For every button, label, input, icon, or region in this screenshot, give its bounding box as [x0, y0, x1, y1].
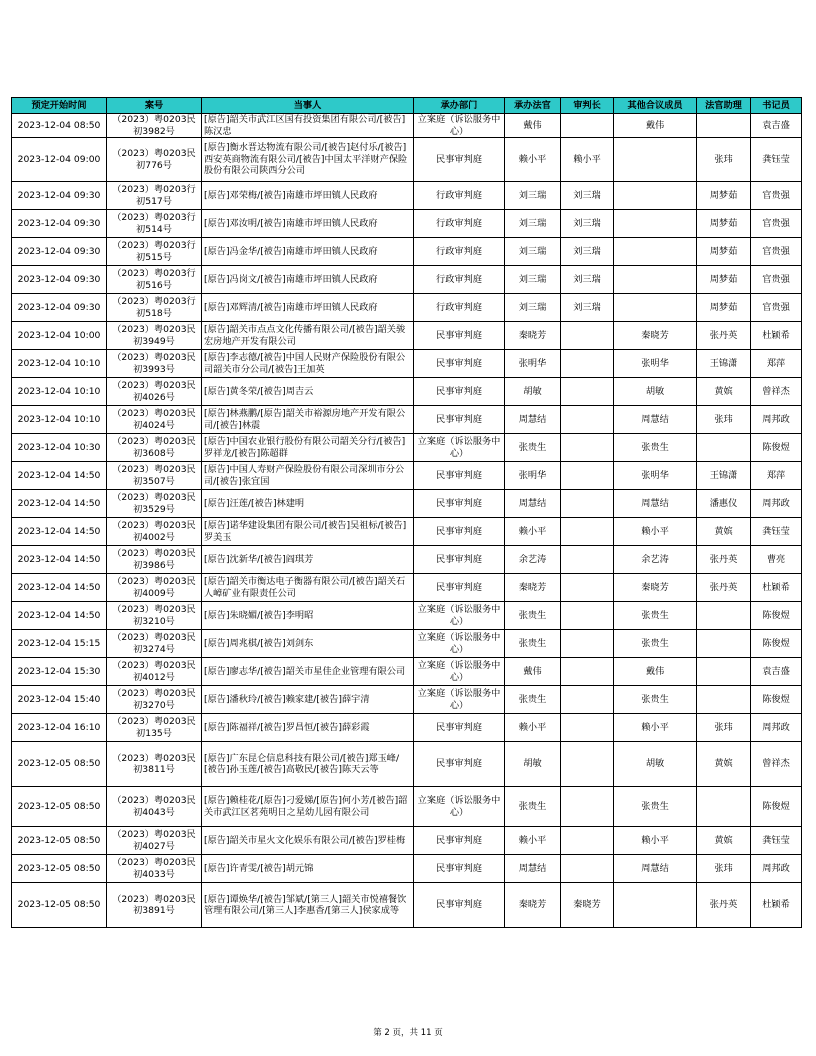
clerk-cell: 周邦政 [751, 406, 802, 434]
dept-cell: 行政审判庭 [414, 210, 505, 238]
case-cell: （2023）粤0203民初3507号 [107, 462, 202, 490]
clerk-cell: 龚钰莹 [751, 518, 802, 546]
case-cell: （2023）粤0203民初3949号 [107, 322, 202, 350]
clerk-cell: 陈俊煜 [751, 787, 802, 827]
assistant-cell: 张丹英 [697, 322, 751, 350]
judge-cell: 张贵生 [505, 434, 561, 462]
table-row [12, 518, 802, 546]
clerk-cell: 官贵强 [751, 266, 802, 294]
members-cell: 秦晓芳 [614, 574, 697, 602]
parties-cell: [原告]韶关市星火文化娱乐有限公司/[被告]罗桂梅 [202, 827, 414, 855]
table-row [12, 378, 802, 406]
table-row [12, 238, 802, 266]
assistant-cell: 黄嫔 [697, 827, 751, 855]
time-cell: 2023-12-04 14:50 [12, 462, 107, 490]
dept-cell: 民事审判庭 [414, 322, 505, 350]
members-cell: 胡敏 [614, 742, 697, 787]
judge-cell: 周慧结 [505, 855, 561, 883]
case-cell: （2023）粤0203行初517号 [107, 182, 202, 210]
clerk-cell: 官贵强 [751, 238, 802, 266]
time-cell: 2023-12-04 09:30 [12, 294, 107, 322]
table-row [12, 406, 802, 434]
assistant-cell: 黄嫔 [697, 378, 751, 406]
case-cell: （2023）粤0203民初4002号 [107, 518, 202, 546]
parties-cell: [原告]谭焕华/[被告]邹斌/[第三人]韶关市悦禧餐饮管理有限公司/[第三人]李惠香/[第三人]侯家成等 [202, 883, 414, 928]
members-cell: 余艺涛 [614, 546, 697, 574]
header-case: 案号 [107, 98, 202, 114]
header-judge: 承办法官 [505, 98, 561, 114]
assistant-cell: 张玮 [697, 714, 751, 742]
presiding-cell [561, 546, 614, 574]
case-cell: （2023）粤0203行初515号 [107, 238, 202, 266]
table-row [12, 574, 802, 602]
case-cell: （2023）粤0203民初3274号 [107, 630, 202, 658]
dept-cell: 民事审判庭 [414, 546, 505, 574]
members-cell: 张明华 [614, 350, 697, 378]
judge-cell: 秦晓芳 [505, 883, 561, 928]
members-cell: 张贵生 [614, 787, 697, 827]
members-cell: 张贵生 [614, 434, 697, 462]
parties-cell: [原告]沈新华/[被告]阎琪芳 [202, 546, 414, 574]
dept-cell: 立案庭（诉讼服务中心） [414, 630, 505, 658]
parties-cell: [原告]陈福祥/[被告]罗昌恒/[被告]薛彩霞 [202, 714, 414, 742]
time-cell: 2023-12-04 10:10 [12, 406, 107, 434]
clerk-cell: 龚钰莹 [751, 827, 802, 855]
time-cell: 2023-12-05 08:50 [12, 827, 107, 855]
judge-cell: 刘三瑞 [505, 294, 561, 322]
header-parties: 当事人 [202, 98, 414, 114]
members-cell: 胡敏 [614, 378, 697, 406]
table-row [12, 350, 802, 378]
dept-cell: 行政审判庭 [414, 266, 505, 294]
presiding-cell: 刘三瑞 [561, 238, 614, 266]
clerk-cell: 曾祥杰 [751, 378, 802, 406]
dept-cell: 民事审判庭 [414, 490, 505, 518]
clerk-cell: 陈俊煜 [751, 686, 802, 714]
parties-cell: [原告]诺华建设集团有限公司/[被告]吴祖标/[被告]罗美玉 [202, 518, 414, 546]
members-cell: 周慧结 [614, 855, 697, 883]
table-row [12, 114, 802, 138]
parties-cell: [原告]邓荣梅/[被告]南雄市坪田镇人民政府 [202, 182, 414, 210]
dept-cell: 行政审判庭 [414, 182, 505, 210]
parties-cell: [原告]黄冬荣/[被告]周吉云 [202, 378, 414, 406]
table-row [12, 658, 802, 686]
table-row [12, 787, 802, 827]
case-cell: （2023）粤0203行初516号 [107, 266, 202, 294]
assistant-cell: 周梦茹 [697, 294, 751, 322]
presiding-cell [561, 827, 614, 855]
time-cell: 2023-12-04 09:30 [12, 210, 107, 238]
parties-cell: [原告]周兆棋/[被告]刘剑东 [202, 630, 414, 658]
clerk-cell: 曾祥杰 [751, 742, 802, 787]
assistant-cell [697, 686, 751, 714]
case-cell: （2023）粤0203行初518号 [107, 294, 202, 322]
parties-cell: [原告]韶关市点点文化传播有限公司/[被告]韶关骏宏房地产开发有限公司 [202, 322, 414, 350]
presiding-cell [561, 742, 614, 787]
time-cell: 2023-12-05 08:50 [12, 883, 107, 928]
judge-cell: 张明华 [505, 350, 561, 378]
case-cell: （2023）粤0203民初3811号 [107, 742, 202, 787]
table-row [12, 210, 802, 238]
table-row [12, 827, 802, 855]
members-cell [614, 266, 697, 294]
dept-cell: 民事审判庭 [414, 350, 505, 378]
assistant-cell [697, 630, 751, 658]
case-cell: （2023）粤0203民初4033号 [107, 855, 202, 883]
assistant-cell: 张丹英 [697, 546, 751, 574]
parties-cell: [原告]冯岗文/[被告]南雄市坪田镇人民政府 [202, 266, 414, 294]
dept-cell: 民事审判庭 [414, 138, 505, 182]
assistant-cell: 张玮 [697, 406, 751, 434]
case-cell: （2023）粤0203民初3982号 [107, 114, 202, 138]
assistant-cell: 张玮 [697, 138, 751, 182]
time-cell: 2023-12-04 16:10 [12, 714, 107, 742]
judge-cell: 胡敏 [505, 742, 561, 787]
case-cell: （2023）粤0203民初3986号 [107, 546, 202, 574]
header-presiding: 审判长 [561, 98, 614, 114]
dept-cell: 立案庭（诉讼服务中心） [414, 686, 505, 714]
presiding-cell [561, 434, 614, 462]
assistant-cell: 王锦潇 [697, 350, 751, 378]
presiding-cell [561, 574, 614, 602]
presiding-cell [561, 602, 614, 630]
judge-cell: 刘三瑞 [505, 182, 561, 210]
members-cell: 周慧结 [614, 490, 697, 518]
time-cell: 2023-12-04 14:50 [12, 602, 107, 630]
case-cell: （2023）粤0203民初4012号 [107, 658, 202, 686]
judge-cell: 赖小平 [505, 827, 561, 855]
clerk-cell: 袁吉盛 [751, 114, 802, 138]
case-cell: （2023）粤0203民初4009号 [107, 574, 202, 602]
presiding-cell: 刘三瑞 [561, 210, 614, 238]
table-row [12, 630, 802, 658]
judge-cell: 戴伟 [505, 114, 561, 138]
dept-cell: 立案庭（诉讼服务中心） [414, 602, 505, 630]
judge-cell: 秦晓芳 [505, 322, 561, 350]
presiding-cell [561, 490, 614, 518]
time-cell: 2023-12-04 10:00 [12, 322, 107, 350]
time-cell: 2023-12-04 15:40 [12, 686, 107, 714]
assistant-cell: 张玮 [697, 855, 751, 883]
table-row [12, 138, 802, 182]
members-cell: 张贵生 [614, 686, 697, 714]
judge-cell: 刘三瑞 [505, 266, 561, 294]
assistant-cell: 张丹英 [697, 574, 751, 602]
clerk-cell: 陈俊煜 [751, 434, 802, 462]
table-row [12, 714, 802, 742]
hearing-schedule-table [11, 97, 802, 928]
time-cell: 2023-12-04 14:50 [12, 546, 107, 574]
dept-cell: 民事审判庭 [414, 855, 505, 883]
dept-cell: 立案庭（诉讼服务中心） [414, 114, 505, 138]
clerk-cell: 官贵强 [751, 182, 802, 210]
case-cell: （2023）粤0203民初3529号 [107, 490, 202, 518]
case-cell: （2023）粤0203民初3210号 [107, 602, 202, 630]
judge-cell: 戴伟 [505, 658, 561, 686]
parties-cell: [原告]广东昆仑信息科技有限公司/[被告]郑玉峰/[被告]孙玉莲/[被告]高敬民/[被告]陈天云等 [202, 742, 414, 787]
clerk-cell: 龚钰莹 [751, 138, 802, 182]
dept-cell: 立案庭（诉讼服务中心） [414, 434, 505, 462]
time-cell: 2023-12-04 15:15 [12, 630, 107, 658]
table-row [12, 490, 802, 518]
judge-cell: 赖小平 [505, 518, 561, 546]
header-time: 预定开始时间 [12, 98, 107, 114]
table-row [12, 322, 802, 350]
parties-cell: [原告]潘秋玲/[被告]赖家建/[被告]薛宇清 [202, 686, 414, 714]
header-assistant: 法官助理 [697, 98, 751, 114]
members-cell: 张贵生 [614, 602, 697, 630]
assistant-cell [697, 434, 751, 462]
presiding-cell [561, 378, 614, 406]
time-cell: 2023-12-04 08:50 [12, 114, 107, 138]
parties-cell: [原告]赖桂花/[原告]刁爱娣/[原告]何小芳/[被告]韶关市武江区茗苑明日之星幼儿园有限公司 [202, 787, 414, 827]
assistant-cell [697, 658, 751, 686]
presiding-cell: 刘三瑞 [561, 266, 614, 294]
members-cell: 周慧结 [614, 406, 697, 434]
clerk-cell: 陈俊煜 [751, 602, 802, 630]
clerk-cell: 周邦政 [751, 855, 802, 883]
clerk-cell: 曹亮 [751, 546, 802, 574]
clerk-cell: 杜颖希 [751, 574, 802, 602]
parties-cell: [原告]林燕鹏/[原告]韶关市裕源房地产开发有限公司/[被告]林震 [202, 406, 414, 434]
case-cell: （2023）粤0203行初514号 [107, 210, 202, 238]
clerk-cell: 杜颖希 [751, 883, 802, 928]
case-cell: （2023）粤0203民初3270号 [107, 686, 202, 714]
dept-cell: 民事审判庭 [414, 827, 505, 855]
assistant-cell: 周梦茹 [697, 182, 751, 210]
table-row [12, 883, 802, 928]
header-dept: 承办部门 [414, 98, 505, 114]
presiding-cell: 刘三瑞 [561, 294, 614, 322]
members-cell: 赖小平 [614, 714, 697, 742]
table-row [12, 294, 802, 322]
clerk-cell: 郑萍 [751, 462, 802, 490]
presiding-cell: 赖小平 [561, 138, 614, 182]
members-cell: 张明华 [614, 462, 697, 490]
parties-cell: [原告]中国人寿财产保险股份有限公司深圳市分公司/[被告]张宜国 [202, 462, 414, 490]
presiding-cell [561, 714, 614, 742]
parties-cell: [原告]朱晓媚/[被告]李明昭 [202, 602, 414, 630]
presiding-cell [561, 350, 614, 378]
table-row [12, 686, 802, 714]
presiding-cell: 秦晓芳 [561, 883, 614, 928]
judge-cell: 秦晓芳 [505, 574, 561, 602]
presiding-cell [561, 686, 614, 714]
table-row [12, 602, 802, 630]
header-members: 其他合议成员 [614, 98, 697, 114]
parties-cell: [原告]廖志华/[被告]韶关市星佳企业管理有限公司 [202, 658, 414, 686]
members-cell: 戴伟 [614, 658, 697, 686]
parties-cell: [原告]衡水晋达物流有限公司/[被告]赵付乐/[被告]西安英商物流有限公司/[被告]中国太平洋财产保险股份有限公司陕西分公司 [202, 138, 414, 182]
clerk-cell: 郑萍 [751, 350, 802, 378]
dept-cell: 民事审判庭 [414, 462, 505, 490]
time-cell: 2023-12-04 10:10 [12, 350, 107, 378]
header-clerk: 书记员 [751, 98, 802, 114]
page-number: 第 2 页，共 11 页 [373, 1028, 443, 1038]
members-cell: 秦晓芳 [614, 322, 697, 350]
assistant-cell [697, 114, 751, 138]
case-cell: （2023）粤0203民初3608号 [107, 434, 202, 462]
case-cell: （2023）粤0203民初3993号 [107, 350, 202, 378]
judge-cell: 胡敏 [505, 378, 561, 406]
members-cell [614, 883, 697, 928]
time-cell: 2023-12-04 14:50 [12, 490, 107, 518]
table-row [12, 855, 802, 883]
assistant-cell: 王锦潇 [697, 462, 751, 490]
table-row [12, 266, 802, 294]
time-cell: 2023-12-04 14:50 [12, 574, 107, 602]
parties-cell: [原告]韶关市衡达电子衡器有限公司/[被告]韶关石人嶂矿业有限责任公司 [202, 574, 414, 602]
judge-cell: 周慧结 [505, 490, 561, 518]
dept-cell: 民事审判庭 [414, 742, 505, 787]
parties-cell: [原告]许青雯/[被告]胡元锦 [202, 855, 414, 883]
case-cell: （2023）粤0203民初4024号 [107, 406, 202, 434]
table-row [12, 182, 802, 210]
judge-cell: 周慧结 [505, 406, 561, 434]
case-cell: （2023）粤0203民初776号 [107, 138, 202, 182]
dept-cell: 民事审判庭 [414, 883, 505, 928]
dept-cell: 民事审判庭 [414, 378, 505, 406]
dept-cell: 民事审判庭 [414, 574, 505, 602]
clerk-cell: 官贵强 [751, 210, 802, 238]
members-cell: 戴伟 [614, 114, 697, 138]
parties-cell: [原告]中国农业银行股份有限公司韶关分行/[被告]罗祥龙/[被告]陈超群 [202, 434, 414, 462]
presiding-cell [561, 322, 614, 350]
assistant-cell: 周梦茹 [697, 210, 751, 238]
time-cell: 2023-12-04 14:50 [12, 518, 107, 546]
time-cell: 2023-12-04 10:30 [12, 434, 107, 462]
time-cell: 2023-12-04 15:30 [12, 658, 107, 686]
judge-cell: 张贵生 [505, 787, 561, 827]
time-cell: 2023-12-05 08:50 [12, 787, 107, 827]
time-cell: 2023-12-04 09:30 [12, 238, 107, 266]
parties-cell: [原告]邓辉清/[被告]南雄市坪田镇人民政府 [202, 294, 414, 322]
members-cell [614, 238, 697, 266]
judge-cell: 张贵生 [505, 686, 561, 714]
clerk-cell: 周邦政 [751, 714, 802, 742]
case-cell: （2023）粤0203民初4043号 [107, 787, 202, 827]
table-row [12, 742, 802, 787]
presiding-cell [561, 658, 614, 686]
members-cell: 赖小平 [614, 518, 697, 546]
case-cell: （2023）粤0203民初4027号 [107, 827, 202, 855]
clerk-cell: 袁吉盛 [751, 658, 802, 686]
presiding-cell: 刘三瑞 [561, 182, 614, 210]
judge-cell: 张明华 [505, 462, 561, 490]
assistant-cell [697, 602, 751, 630]
clerk-cell: 杜颖希 [751, 322, 802, 350]
assistant-cell: 张丹英 [697, 883, 751, 928]
assistant-cell [697, 787, 751, 827]
presiding-cell [561, 630, 614, 658]
members-cell [614, 138, 697, 182]
presiding-cell [561, 114, 614, 138]
judge-cell: 张贵生 [505, 602, 561, 630]
parties-cell: [原告]韶关市武江区国有投资集团有限公司/[被告]陈汉忠 [202, 114, 414, 138]
members-cell: 赖小平 [614, 827, 697, 855]
time-cell: 2023-12-04 09:30 [12, 266, 107, 294]
assistant-cell: 周梦茹 [697, 238, 751, 266]
time-cell: 2023-12-04 09:30 [12, 182, 107, 210]
presiding-cell [561, 462, 614, 490]
table-row [12, 434, 802, 462]
members-cell [614, 210, 697, 238]
presiding-cell [561, 518, 614, 546]
time-cell: 2023-12-05 08:50 [12, 742, 107, 787]
parties-cell: [原告]邓汝明/[被告]南雄市坪田镇人民政府 [202, 210, 414, 238]
dept-cell: 立案庭（诉讼服务中心） [414, 658, 505, 686]
time-cell: 2023-12-04 10:10 [12, 378, 107, 406]
table-row [12, 546, 802, 574]
judge-cell: 张贵生 [505, 630, 561, 658]
judge-cell: 刘三瑞 [505, 238, 561, 266]
clerk-cell: 陈俊煜 [751, 630, 802, 658]
time-cell: 2023-12-05 08:50 [12, 855, 107, 883]
members-cell: 张贵生 [614, 630, 697, 658]
case-cell: （2023）粤0203民初4026号 [107, 378, 202, 406]
header-row [12, 98, 802, 114]
members-cell [614, 294, 697, 322]
judge-cell: 赖小平 [505, 138, 561, 182]
dept-cell: 民事审判庭 [414, 714, 505, 742]
members-cell [614, 182, 697, 210]
clerk-cell: 官贵强 [751, 294, 802, 322]
case-cell: （2023）粤0203民初135号 [107, 714, 202, 742]
dept-cell: 立案庭（诉讼服务中心） [414, 787, 505, 827]
case-cell: （2023）粤0203民初3891号 [107, 883, 202, 928]
parties-cell: [原告]李志德/[被告]中国人民财产保险股份有限公司韶关市分公司/[被告]王加英 [202, 350, 414, 378]
parties-cell: [原告]冯金华/[被告]南雄市坪田镇人民政府 [202, 238, 414, 266]
dept-cell: 行政审判庭 [414, 294, 505, 322]
time-cell: 2023-12-04 09:00 [12, 138, 107, 182]
judge-cell: 赖小平 [505, 714, 561, 742]
assistant-cell: 黄嫔 [697, 518, 751, 546]
presiding-cell [561, 406, 614, 434]
clerk-cell: 周邦政 [751, 490, 802, 518]
dept-cell: 行政审判庭 [414, 238, 505, 266]
table-row [12, 462, 802, 490]
assistant-cell: 黄嫔 [697, 742, 751, 787]
dept-cell: 民事审判庭 [414, 518, 505, 546]
presiding-cell [561, 787, 614, 827]
assistant-cell: 潘惠仪 [697, 490, 751, 518]
judge-cell: 余艺涛 [505, 546, 561, 574]
parties-cell: [原告]汪莲/[被告]林建明 [202, 490, 414, 518]
presiding-cell [561, 855, 614, 883]
judge-cell: 刘三瑞 [505, 210, 561, 238]
assistant-cell: 周梦茹 [697, 266, 751, 294]
dept-cell: 民事审判庭 [414, 406, 505, 434]
